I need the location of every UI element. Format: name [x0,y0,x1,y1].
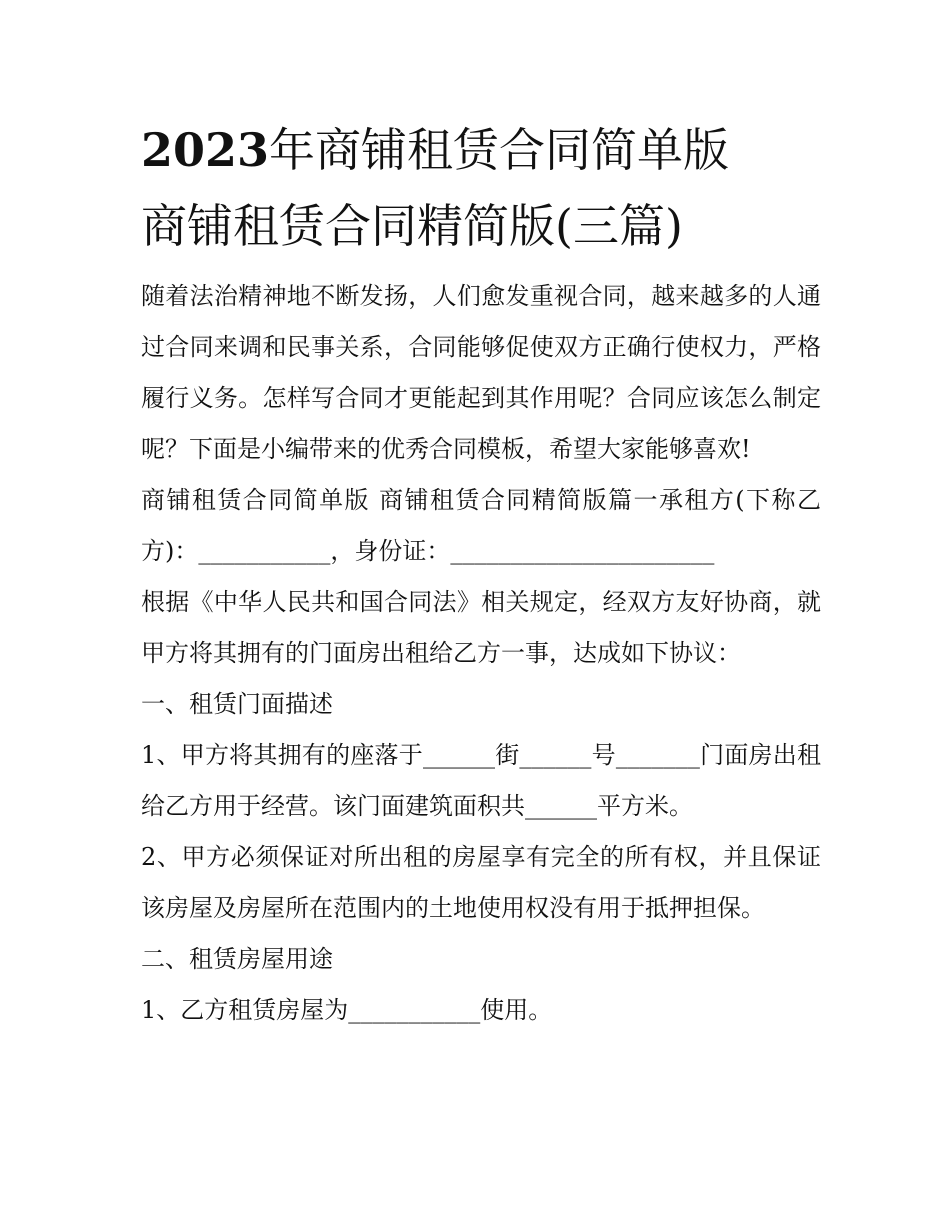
paragraph-intro: 随着法治精神地不断发扬，人们愈发重视合同，越来越多的人通过合同来调和民事关系，合同能够促使双方正确行使权力，严格履行义务。怎样写合同才更能起到其作用呢？合同应该怎么制定呢？下面是小编带来的优秀合同模板，希望大家能够喜欢! [141,282,821,463]
clause-1-1: 1、甲方将其拥有的座落于______街______号_______门面房出租给乙方用于经营。该门面建筑面积共______平方米。 [141,741,821,820]
title-line-1 [141,112,821,188]
clause-1-2: 2、甲方必须保证对所出租的房屋享有完全的所有权，并且保证该房屋及房屋所在范围内的土地使用权没有用于抵押担保。 [141,843,821,922]
document-body [141,271,821,1036]
title-line-2: 商铺租赁合同精简版(三篇) [141,199,683,253]
section-heading-1: 一、租赁门面描述 [141,690,333,718]
document-content [141,112,821,1036]
title-line-1-text: 年商铺租赁合同简单版 [269,123,730,177]
document-title [141,112,821,264]
clause-2-1: 1、乙方租赁房屋为___________使用。 [141,996,553,1024]
paragraph-lessee: 商铺租赁合同简单版 商铺租赁合同精简版篇一承租方(下称乙方)：___________，身份证：______________________ [141,486,821,565]
title-year: 2023 [141,123,270,177]
paragraph-basis: 根据《中华人民共和国合同法》相关规定，经双方友好协商，就甲方将其拥有的门面房出租给乙方一事，达成如下协议： [141,588,821,667]
section-heading-2: 二、租赁房屋用途 [141,945,333,973]
